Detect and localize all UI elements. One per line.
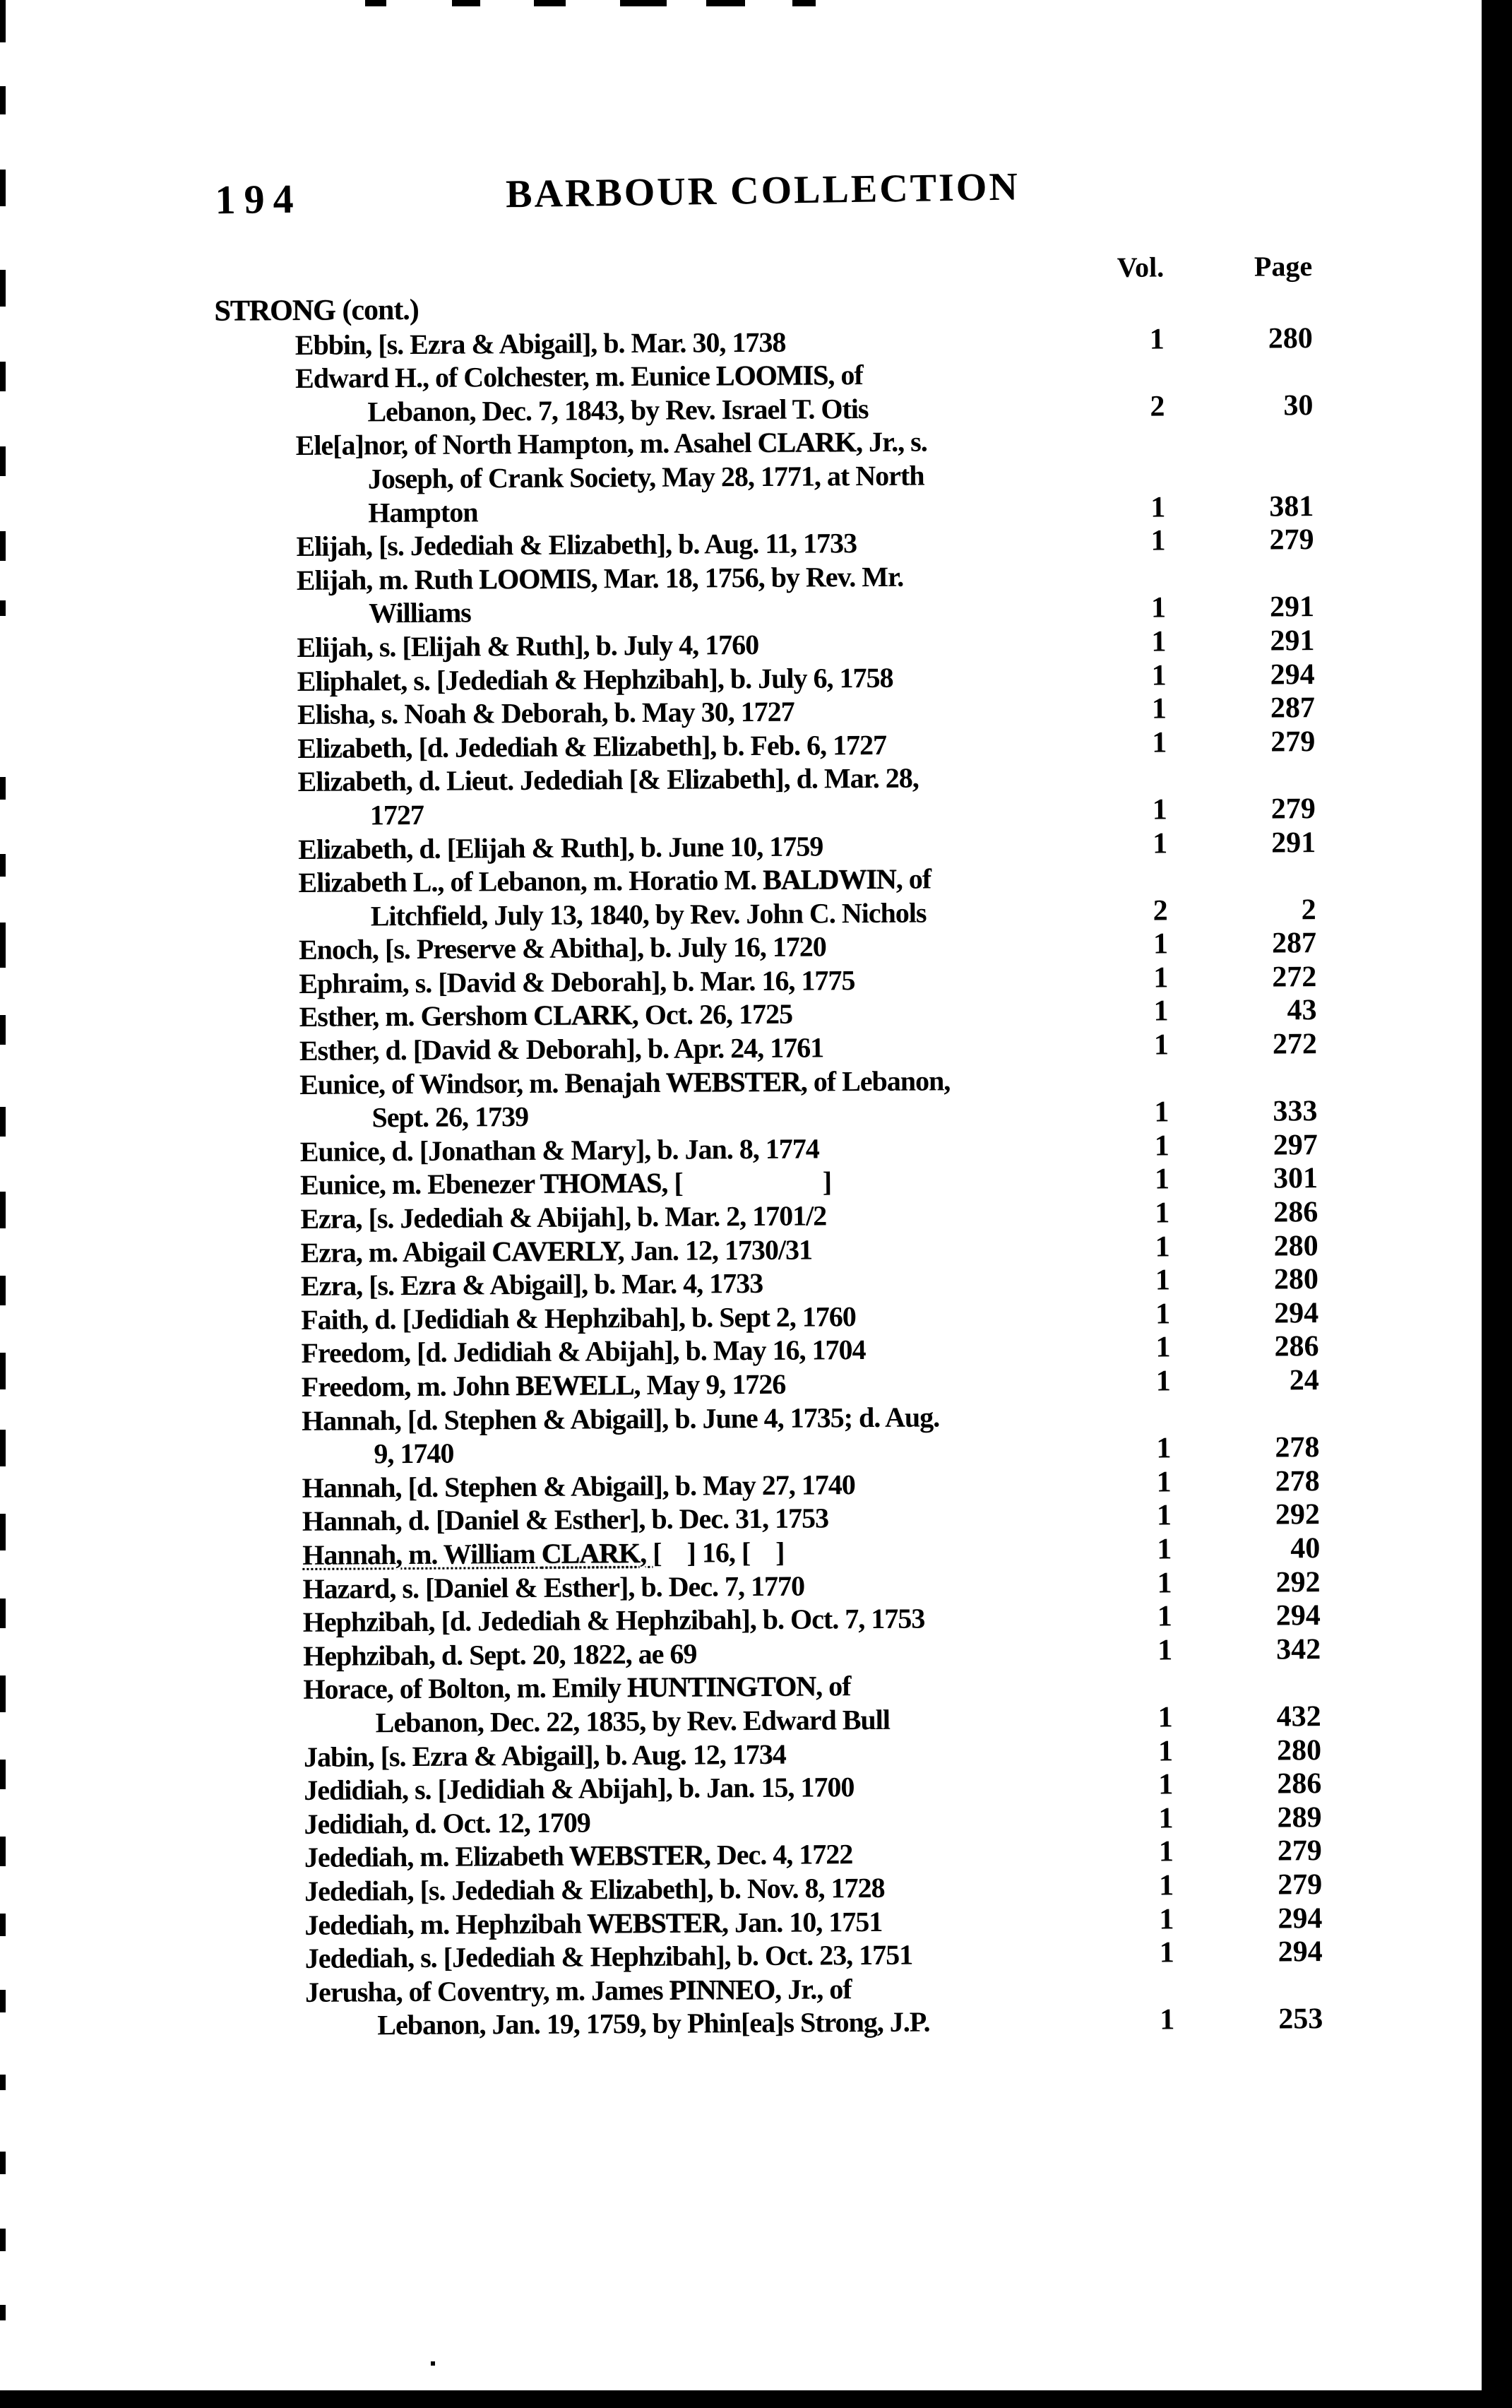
vol-value: 1 [1154, 1096, 1169, 1129]
page-value: 272 [1272, 1028, 1318, 1061]
entry-text: Jedidiah, s. [Jedidiah & Abijah], b. Jan. 15, 1700 [304, 1771, 855, 1807]
surname-caps: LOOMIS [479, 562, 591, 595]
page-value: 24 [1289, 1364, 1319, 1397]
surname-caps: WEBSTER [569, 1839, 705, 1872]
page-value: 280 [1273, 1229, 1318, 1263]
vol-value [1088, 1668, 1172, 1702]
left-edge-tick [0, 854, 6, 877]
entry-text: Litchfield, July 13, 1840, by Rev. John C. Nichols [370, 896, 927, 932]
surname-caps: THOMAS [540, 1167, 662, 1200]
page-value: 279 [1278, 1868, 1323, 1902]
left-edge-tick [0, 1192, 6, 1228]
left-edge-tick [0, 86, 6, 114]
entry-text: Ezra, [s. Ezra & Abigail], b. Mar. 4, 1733 [300, 1267, 763, 1303]
section-heading-text: STRONG (cont.) [214, 293, 419, 328]
page-value [1166, 557, 1314, 592]
vol-value: 1 [1156, 1466, 1172, 1499]
page-value: 280 [1273, 1263, 1319, 1296]
left-edge-tick [0, 1990, 6, 2012]
entry-text: Williams [368, 596, 471, 629]
page-value: 432 [1276, 1700, 1321, 1733]
page-value: 381 [1269, 490, 1314, 523]
vol-value: 1 [1158, 1835, 1174, 1868]
vol-value: 1 [1154, 1129, 1169, 1163]
vol-value: 1 [1157, 1600, 1172, 1633]
vol-value: 1 [1160, 2003, 1175, 2036]
left-edge-tick [0, 1599, 6, 1628]
vol-value: 1 [1151, 692, 1167, 725]
entry-text: Joseph, of Crank Society, May 28, 1771, at North [367, 459, 924, 495]
surname-caps: WEBSTER [665, 1065, 801, 1098]
vol-value: 1 [1155, 1264, 1171, 1297]
vol-value [1090, 1970, 1174, 2004]
page-value: 2 [1301, 893, 1316, 926]
surname-caps: CAVERLY [492, 1234, 618, 1267]
page-value: 287 [1270, 692, 1316, 725]
entry-text: Elijah, m. Ruth LOOMIS, Mar. 18, 1756, by Rev. Mr. [296, 560, 904, 596]
entry-text: Eunice, of Windsor, m. Benajah WEBSTER, of Lebanon, [299, 1064, 951, 1101]
underlined-text: Hannah, m. William CLARK, [ [302, 1536, 662, 1571]
vol-value: 1 [1158, 1768, 1174, 1801]
vol-value: 1 [1155, 1331, 1171, 1364]
page-value: 342 [1275, 1632, 1321, 1666]
vol-value: 1 [1153, 826, 1168, 860]
entry-text: Faith, d. [Jedidiah & Hephzibah], b. Sept 2, 1760 [301, 1300, 856, 1336]
page-value: 43 [1287, 994, 1317, 1027]
page-value: 279 [1270, 793, 1316, 826]
entry-text: Ezra, m. Abigail CAVERLY, Jan. 12, 1730/31 [300, 1233, 813, 1269]
vol-value [1080, 357, 1165, 391]
left-edge-tick [0, 1107, 6, 1137]
page-value: 279 [1277, 1834, 1322, 1868]
entry-text: Jabin, [s. Ezra & Abigail], b. Aug. 12, 1734 [303, 1738, 786, 1773]
left-edge-tick [0, 1430, 6, 1466]
page-value [1165, 423, 1314, 458]
page-value: 294 [1278, 1935, 1323, 1969]
page-value: 272 [1272, 961, 1317, 994]
entry-text: Esther, m. Gershom CLARK, Oct. 26, 1725 [299, 998, 793, 1033]
entry-text: Jedediah, [s. Jedediah & Elizabeth], b. Nov. 8, 1728 [304, 1871, 885, 1907]
ink-speck [431, 2361, 435, 2366]
vol-value: 1 [1157, 1634, 1173, 1667]
entry-text: Ebbin, [s. Ezra & Abigail], b. Mar. 30, 1738 [294, 326, 786, 361]
left-edge-tick [0, 2229, 6, 2251]
left-edge-tick [0, 1276, 6, 1305]
surname-caps: WEBSTER [587, 1906, 722, 1939]
entry-text: Jerusha, of Coventry, m. James PINNEO, Jr., of [304, 1972, 852, 2008]
vol-value: 1 [1155, 1197, 1170, 1230]
entry-text: Hannah, [d. Stephen & Abigail], b. June 4, 1735; d. Aug. [301, 1401, 940, 1437]
page-value: 40 [1290, 1532, 1321, 1565]
page-value: 301 [1273, 1162, 1318, 1195]
entry-text: Jedediah, s. [Jedediah & Hephzibah], b. Oct. 23, 1751 [304, 1938, 913, 1975]
entry-text: Elizabeth, [d. Jedediah & Elizabeth], b. Feb. 6, 1727 [297, 728, 887, 764]
entry-text: Jedidiah, d. Oct. 12, 1709 [304, 1806, 590, 1840]
page-column-header: Page [1254, 250, 1313, 283]
page-value: 291 [1270, 624, 1315, 658]
page-value: 289 [1277, 1801, 1322, 1834]
left-edge-tick [0, 2152, 6, 2174]
page-value [1165, 355, 1313, 390]
page-value: 292 [1275, 1498, 1321, 1531]
entry-text: Freedom, [d. Jedidiah & Abijah], b. May 16, 1704 [301, 1334, 866, 1370]
top-edge-dash [534, 0, 566, 6]
surname-caps: BALDWIN [763, 862, 896, 896]
surname-caps: LOOMIS [715, 359, 828, 392]
surname-caps: CLARK [541, 1536, 641, 1570]
page-value: 30 [1283, 389, 1314, 422]
entry-text: 9, 1740 [374, 1437, 454, 1470]
left-edge-tick [0, 446, 6, 476]
entry-text: 1727 [369, 798, 424, 831]
vol-value: 1 [1157, 1701, 1173, 1734]
entry-list [214, 288, 1323, 2043]
left-edge-tick [0, 270, 6, 307]
page-number: 194 [215, 175, 303, 223]
vol-value [1086, 1399, 1171, 1433]
entry-text: Hannah, [d. Stephen & Abigail], b. May 27, 1740 [302, 1468, 855, 1504]
entry-text: Lebanon, Dec. 22, 1835, by Rev. Edward Bull [375, 1703, 891, 1739]
entry-text: Horace, of Bolton, m. Emily HUNTINGTON, of [303, 1670, 851, 1706]
left-edge-tick [0, 362, 6, 391]
entry-text: Lebanon, Jan. 19, 1759, by Phin[ea]s Strong, J.P. [377, 2005, 930, 2041]
left-edge-tick [0, 2305, 6, 2320]
page-value: 286 [1273, 1196, 1318, 1229]
top-edge-dash [620, 0, 667, 6]
vol-value: 1 [1157, 1566, 1172, 1600]
page-value [1171, 1398, 1319, 1433]
page-value [1174, 1969, 1323, 2004]
entry-text: Hannah, m. William CLARK, [ ] 16, [ ] [302, 1536, 785, 1571]
entry-text: Elisha, s. Noah & Deborah, b. May 30, 1727 [297, 695, 794, 731]
surname-caps: STRONG [214, 294, 336, 328]
page-value: 294 [1274, 1296, 1319, 1330]
vol-value: 1 [1156, 1499, 1172, 1532]
vol-value: 2 [1150, 390, 1165, 423]
page-value: 294 [1278, 1902, 1323, 1935]
page-value: 286 [1274, 1330, 1319, 1363]
vol-value: 1 [1150, 491, 1166, 524]
page-value [1169, 1062, 1317, 1096]
surname-caps: HUNTINGTON [626, 1670, 816, 1704]
page-value: 280 [1276, 1733, 1322, 1767]
top-edge-dash [706, 0, 745, 6]
vol-value: 1 [1149, 323, 1165, 356]
left-edge-tick [0, 600, 6, 616]
left-edge-tick [0, 0, 6, 42]
vol-value: 1 [1155, 1230, 1170, 1264]
left-edge-tick [0, 1353, 6, 1389]
vol-value: 1 [1151, 658, 1167, 692]
page-value: 287 [1271, 927, 1317, 960]
vol-value: 1 [1156, 1432, 1172, 1465]
entry-text: Jedediah, m. Hephzibah WEBSTER, Jan. 10, 1751 [304, 1905, 883, 1941]
entry-text: Esther, d. [David & Deborah], b. Apr. 24, 1761 [299, 1031, 824, 1067]
entry-text: Freedom, m. John BEWELL, May 9, 1726 [301, 1368, 786, 1403]
vol-value: 2 [1153, 894, 1168, 927]
book-title: BARBOUR COLLECTION [505, 165, 1020, 217]
left-edge-tick [0, 531, 6, 561]
entry-text: Ezra, [s. Jedediah & Abijah], b. Mar. 2, 1701/2 [300, 1199, 827, 1235]
page-value: 333 [1273, 1095, 1318, 1128]
left-edge-tick [0, 1914, 6, 1936]
entry-row [225, 2003, 1323, 2043]
entry-text: Elijah, [s. Jedediah & Elizabeth], b. Aug. 11, 1733 [296, 527, 857, 563]
page-value: 286 [1277, 1767, 1322, 1801]
entry-text: Hampton [368, 495, 478, 528]
page-value: 279 [1270, 725, 1316, 759]
page-value [1165, 456, 1314, 491]
page-value: 291 [1269, 591, 1315, 624]
right-edge-bar [1482, 0, 1512, 2408]
page-value: 280 [1268, 321, 1313, 355]
left-edge-tick [0, 1837, 6, 1866]
page-value: 297 [1273, 1128, 1318, 1162]
page-value [1167, 759, 1315, 793]
vol-value [1082, 760, 1167, 794]
entry-text: Enoch, [s. Preserve & Abitha], b. July 16, 1720 [298, 930, 826, 966]
entry-text: Hephzibah, d. Sept. 20, 1822, ae 69 [303, 1637, 697, 1672]
vol-value [1081, 558, 1166, 592]
surname-caps: CLARK [757, 426, 857, 459]
entry-text: Lebanon, Dec. 7, 1843, by Rev. Israel T. Otis [367, 392, 869, 428]
left-edge-tick [0, 1015, 6, 1045]
vol-value [1083, 861, 1167, 895]
vol-value: 1 [1155, 1298, 1171, 1331]
page-value: 278 [1275, 1464, 1320, 1498]
page-value [1164, 288, 1312, 323]
top-edge-dash [365, 0, 386, 6]
page-value: 279 [1269, 523, 1314, 557]
entry-text: Elizabeth L., of Lebanon, m. Horatio M. BALDWIN, of [298, 862, 931, 899]
vol-value [1081, 424, 1165, 458]
left-edge-tick [0, 170, 6, 206]
entry-text: Eunice, m. Ebenezer THOMAS, [ ] [299, 1166, 832, 1202]
page-value [1172, 1666, 1321, 1701]
vol-value: 1 [1159, 1936, 1174, 1969]
page-value: 291 [1270, 826, 1316, 860]
vol-value: 1 [1155, 1365, 1171, 1398]
page-value [1167, 860, 1316, 894]
left-edge-tick [0, 923, 6, 968]
entry-text: Ele[a]nor, of North Hampton, m. Asahel CLARK, Jr., s. [295, 425, 927, 462]
page-value: 278 [1275, 1431, 1320, 1464]
page-value: 292 [1275, 1565, 1321, 1599]
surname-caps: CLARK [533, 999, 632, 1032]
entry-text: Hannah, d. [Daniel & Esther], b. Dec. 31, 1753 [302, 1502, 829, 1538]
vol-value: 1 [1157, 1533, 1172, 1566]
vol-value: 1 [1152, 793, 1167, 826]
vol-value: 1 [1154, 1163, 1170, 1196]
vol-value: 1 [1157, 1734, 1174, 1768]
vol-value: 1 [1158, 1802, 1174, 1835]
vol-value [1084, 1062, 1169, 1096]
vol-value: 1 [1153, 1028, 1169, 1062]
column-header-spacer [214, 277, 1079, 282]
vol-value: 1 [1153, 995, 1169, 1028]
vol-value: 1 [1152, 726, 1167, 759]
left-edge-tick [0, 1675, 6, 1712]
entry-text: Elizabeth, d. Lieut. Jedediah [& Elizabeth], d. Mar. 28, [297, 761, 919, 798]
entry-text: Ephraim, s. [David & Deborah], b. Mar. 16, 1775 [299, 964, 855, 1000]
left-edge-tick [0, 777, 6, 800]
surname-caps: PINNEO [669, 1973, 775, 2006]
page-value: 294 [1275, 1599, 1321, 1632]
page-value: 294 [1270, 658, 1315, 692]
vol-value: 1 [1153, 961, 1169, 995]
vol-value: 1 [1159, 1869, 1174, 1902]
entry-text: Jedediah, m. Elizabeth WEBSTER, Dec. 4, 1722 [304, 1838, 853, 1874]
entry-text: Hazard, s. [Daniel & Esther], b. Dec. 7, 1770 [302, 1570, 805, 1605]
vol-value: 1 [1150, 591, 1167, 624]
entry-text: Edward H., of Colchester, m. Eunice LOOMIS, of [294, 359, 863, 395]
top-edge-dash [452, 0, 480, 6]
vol-value: 1 [1153, 927, 1169, 961]
column-headers [214, 249, 1312, 290]
surname-caps: BEWELL [516, 1369, 634, 1402]
top-edge-dash [792, 0, 816, 6]
page-value: 253 [1278, 2003, 1323, 2036]
entry-text: Hephzibah, [d. Jedediah & Hephzibah], b. Oct. 7, 1753 [302, 1602, 925, 1639]
bottom-edge-bar [0, 2390, 1512, 2408]
vol-value: 1 [1151, 625, 1167, 658]
masthead [213, 160, 1312, 227]
entry-text: Elijah, s. [Elijah & Ruth], b. July 4, 1760 [297, 628, 759, 663]
entry-text: Elizabeth, d. [Elijah & Ruth], b. June 10, 1759 [298, 829, 823, 865]
left-edge-tick [0, 1514, 6, 1550]
vol-value [1079, 289, 1164, 323]
vol-value: 1 [1159, 1902, 1174, 1936]
left-edge-tick [0, 1760, 6, 1789]
vol-value: 1 [1150, 524, 1166, 557]
entry-text: Eliphalet, s. [Jedediah & Hephzibah], b. July 6, 1758 [297, 661, 893, 697]
vol-value [1081, 457, 1165, 491]
entry-text: Eunice, d. [Jonathan & Mary], b. Jan. 8, 1774 [299, 1132, 819, 1168]
vol-column-header: Vol. [1117, 251, 1165, 283]
left-edge-tick [0, 2075, 6, 2090]
entry-text: Sept. 26, 1739 [371, 1101, 529, 1134]
